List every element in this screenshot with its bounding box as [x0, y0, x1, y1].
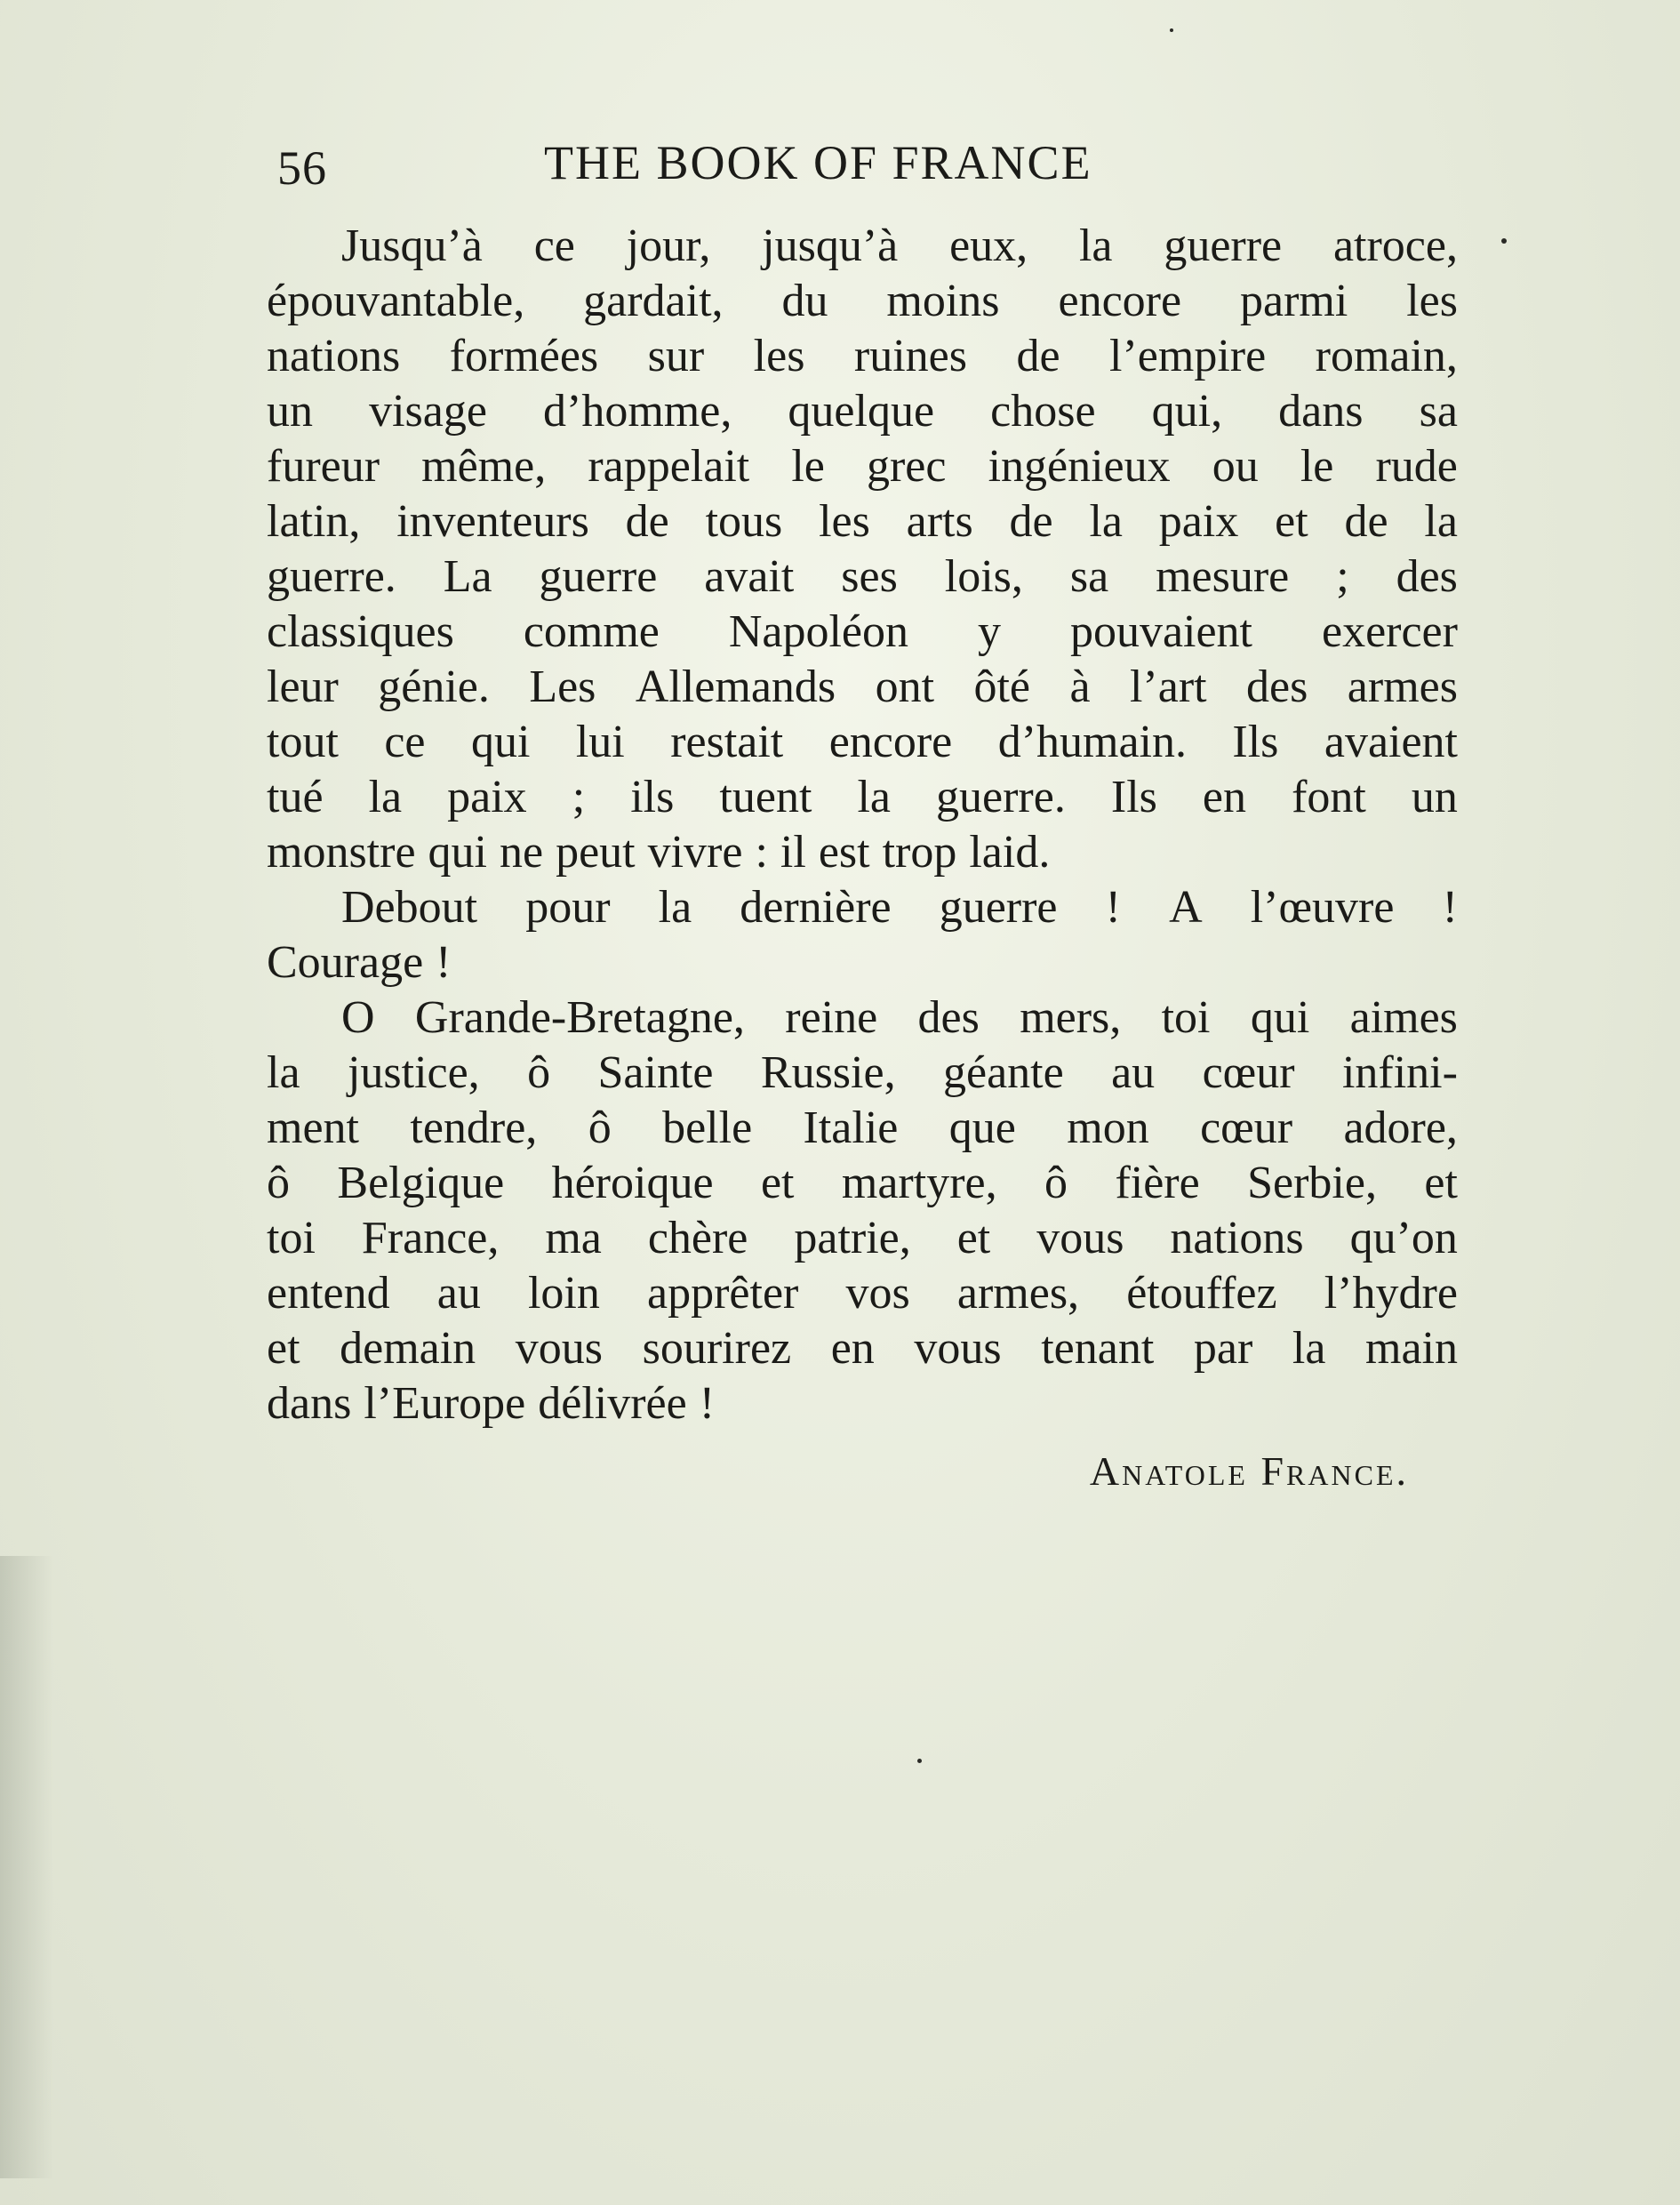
word: Sainte [597, 1047, 714, 1098]
word: toi [1161, 992, 1211, 1043]
word: ! [1442, 882, 1458, 933]
word: et [956, 1213, 991, 1263]
word: eux, [949, 220, 1028, 271]
word: entend [267, 1268, 390, 1319]
word: géante [942, 1047, 1064, 1098]
word: sourirez [642, 1323, 792, 1374]
text-line [267, 384, 1458, 439]
word: la [267, 1047, 300, 1098]
text-line [267, 880, 1458, 935]
word: adore, [1343, 1102, 1458, 1153]
word: du [781, 276, 828, 326]
text-line [267, 1211, 1458, 1266]
text-line [267, 329, 1458, 384]
running-header [267, 132, 1191, 194]
word: même, [421, 441, 547, 492]
word: ses [841, 551, 898, 602]
word: guerre. [267, 551, 396, 602]
word: la [1089, 496, 1123, 547]
word: laid. [969, 827, 1051, 878]
word: trop [882, 827, 957, 878]
word: ô [1044, 1158, 1068, 1208]
word: ôté [973, 662, 1031, 712]
word: Serbie, [1247, 1158, 1377, 1208]
word: vos [845, 1268, 910, 1319]
word: les [1406, 276, 1458, 326]
word: dans [267, 1378, 352, 1429]
word: à [1069, 662, 1091, 712]
word: Debout [341, 882, 478, 933]
word: le [791, 441, 825, 492]
word: Italie [803, 1102, 899, 1153]
word: toi [267, 1213, 316, 1263]
word: guerre [1164, 220, 1283, 271]
word: formées [449, 331, 599, 381]
page-number: 56 [277, 141, 327, 195]
word: d’humain. [997, 717, 1187, 767]
word: cœur [1202, 1047, 1295, 1098]
word: infini- [1341, 1047, 1458, 1098]
text-line [267, 1321, 1458, 1376]
word: exercer [1321, 606, 1458, 657]
word: tuent [719, 772, 812, 822]
word: : [755, 827, 768, 878]
text-line [267, 1266, 1458, 1321]
word: tout [267, 717, 339, 767]
text-line [267, 1101, 1458, 1156]
word: que [948, 1102, 1016, 1153]
text-line [267, 605, 1458, 660]
word: tendre, [410, 1102, 538, 1153]
word: au [436, 1268, 481, 1319]
word: ingénieux [988, 441, 1171, 492]
word: nations [267, 331, 401, 381]
word: la [658, 882, 692, 933]
word: Ils [1232, 717, 1279, 767]
text-line [267, 935, 1458, 990]
word: jour, [626, 220, 711, 271]
word: ou [1212, 441, 1259, 492]
word: latin, [267, 496, 361, 547]
print-speck [917, 1759, 922, 1763]
word: font [1292, 772, 1366, 822]
word: sa [1419, 386, 1458, 437]
word: d’homme, [543, 386, 732, 437]
word: tenant [1041, 1323, 1155, 1374]
word: inventeurs [396, 496, 589, 547]
word: mon [1067, 1102, 1149, 1153]
word: ; [1336, 551, 1349, 602]
word: un [267, 386, 313, 437]
word: ruines [853, 331, 967, 381]
word: ! [699, 1378, 716, 1429]
word: pouvaient [1069, 606, 1253, 657]
word: jusqu’à [762, 220, 899, 271]
word: ce [384, 717, 426, 767]
word: Jusqu’à [341, 220, 483, 271]
text-line [267, 494, 1458, 549]
word: ô [267, 1158, 290, 1208]
word: l’empire [1109, 331, 1267, 381]
word: délivrée [538, 1378, 687, 1429]
word: vous [515, 1323, 604, 1374]
word: paix [447, 772, 527, 822]
word: demain [340, 1323, 476, 1374]
word: apprêter [647, 1268, 799, 1319]
word: est [818, 827, 870, 878]
text-line [267, 660, 1458, 715]
word: A [1169, 882, 1203, 933]
word: cœur [1200, 1102, 1293, 1153]
word: le [1300, 441, 1334, 492]
word: sa [1069, 551, 1109, 602]
word: chose [990, 386, 1096, 437]
word: encore [828, 717, 953, 767]
word: l’Europe [364, 1378, 526, 1429]
word: vous [914, 1323, 1002, 1374]
word: les [753, 331, 805, 381]
word: étouffez [1126, 1268, 1277, 1319]
word: qui [470, 717, 531, 767]
word: de [1344, 496, 1388, 547]
word: ils [630, 772, 675, 822]
word: qui [428, 827, 487, 878]
word: rude [1375, 441, 1458, 492]
word: guerre. [936, 772, 1066, 822]
word: nations [1170, 1213, 1304, 1263]
word: des [1246, 662, 1308, 712]
word: quelque [788, 386, 935, 437]
word: reine [785, 992, 878, 1043]
word: guerre [539, 551, 658, 602]
text-line [267, 1046, 1458, 1101]
word: main [1365, 1323, 1458, 1374]
word: mers, [1020, 992, 1122, 1043]
word: de [1016, 331, 1060, 381]
word: Belgique [337, 1158, 505, 1208]
word: ô [588, 1102, 612, 1153]
word: au [1111, 1047, 1156, 1098]
word: ont [875, 662, 935, 712]
word: arts [906, 496, 973, 547]
word: belle [662, 1102, 753, 1153]
text-line [267, 770, 1458, 825]
word: armes [1347, 662, 1458, 712]
word: l’œuvre [1250, 882, 1395, 933]
text-line [267, 715, 1458, 770]
text-line [267, 219, 1458, 274]
word: sur [647, 331, 705, 381]
word: paix [1158, 496, 1239, 547]
word: fureur [267, 441, 380, 492]
word: et [1275, 496, 1308, 547]
word: encore [1058, 276, 1182, 326]
word: Grande-Bretagne, [414, 992, 745, 1043]
word: Les [529, 662, 596, 712]
word: grec [866, 441, 947, 492]
word: l’hydre [1324, 1268, 1458, 1319]
word: loin [527, 1268, 600, 1319]
word: des [917, 992, 980, 1043]
word: ce [533, 220, 575, 271]
word: rappelait [588, 441, 750, 492]
word: visage [369, 386, 487, 437]
word: tous [705, 496, 783, 547]
word: par [1193, 1323, 1253, 1374]
word: qu’on [1349, 1213, 1458, 1263]
word: fière [1115, 1158, 1200, 1208]
text-line [267, 1376, 1458, 1431]
word: France, [361, 1213, 500, 1263]
word: de [1009, 496, 1053, 547]
word: Russie, [760, 1047, 896, 1098]
word: justice, [347, 1047, 480, 1098]
word: et [1424, 1158, 1458, 1208]
running-title: THE BOOK OF FRANCE [544, 136, 1092, 189]
word: vous [1036, 1213, 1124, 1263]
word: patrie, [794, 1213, 911, 1263]
word: qui, [1151, 386, 1223, 437]
word: La [443, 551, 492, 602]
word: ô [527, 1047, 551, 1098]
word: dans [1278, 386, 1364, 437]
text-line [267, 439, 1458, 494]
body-text [267, 219, 1458, 1431]
word: lui [575, 717, 625, 767]
word: génie. [378, 662, 490, 712]
word: ma [545, 1213, 602, 1263]
text-line [267, 990, 1458, 1046]
text-line [267, 825, 1458, 880]
word: Courage [267, 937, 424, 988]
word: qui [1250, 992, 1310, 1043]
word: O [341, 992, 375, 1043]
word: épouvantable, [267, 276, 525, 326]
text-line [267, 274, 1458, 329]
word: ne [499, 827, 544, 878]
word: de [625, 496, 669, 547]
word: la [857, 772, 891, 822]
word: y [977, 606, 1001, 657]
word: monstre [267, 827, 416, 878]
word: en [830, 1323, 875, 1374]
text-line [267, 1156, 1458, 1211]
word: guerre [939, 882, 1058, 933]
word: Napoléon [728, 606, 909, 657]
word: et [760, 1158, 795, 1208]
word: leur [267, 662, 339, 712]
word: peut [556, 827, 636, 878]
word: parmi [1239, 276, 1348, 326]
word: ! [436, 937, 452, 988]
word: la [368, 772, 403, 822]
word: l’art [1129, 662, 1207, 712]
word: il [780, 827, 806, 878]
word: en [1202, 772, 1247, 822]
word: romain, [1315, 331, 1458, 381]
word: mesure [1156, 551, 1290, 602]
word: Allemands [635, 662, 836, 712]
word: un [1411, 772, 1458, 822]
word: martyre, [841, 1158, 997, 1208]
word: moins [886, 276, 1000, 326]
word: restait [670, 717, 784, 767]
word: classiques [267, 606, 454, 657]
word: aimes [1349, 992, 1458, 1043]
word: et [267, 1323, 300, 1374]
word: ; [572, 772, 586, 822]
word: avaient [1324, 717, 1458, 767]
word: la [1424, 496, 1458, 547]
word: vivre [647, 827, 743, 878]
word: Ils [1110, 772, 1157, 822]
word: avait [704, 551, 795, 602]
print-speck [1170, 28, 1173, 32]
word: dernière [740, 882, 892, 933]
word: ment [267, 1102, 359, 1153]
word: des [1396, 551, 1458, 602]
word: les [819, 496, 870, 547]
page-edge-shadow [0, 1556, 53, 2178]
word: comme [523, 606, 660, 657]
word: atroce, [1332, 220, 1458, 271]
word: gardait, [583, 276, 724, 326]
word: ! [1105, 882, 1121, 933]
word: héroique [551, 1158, 714, 1208]
word: lois, [944, 551, 1023, 602]
word: armes, [956, 1268, 1080, 1319]
word: la [1292, 1323, 1326, 1374]
text-line [267, 549, 1458, 605]
word: tué [267, 772, 324, 822]
word: chère [647, 1213, 748, 1263]
print-speck [1501, 238, 1507, 244]
author-signature: Anatole France. [1089, 1448, 1409, 1494]
word: la [1078, 220, 1113, 271]
word: pour [525, 882, 611, 933]
